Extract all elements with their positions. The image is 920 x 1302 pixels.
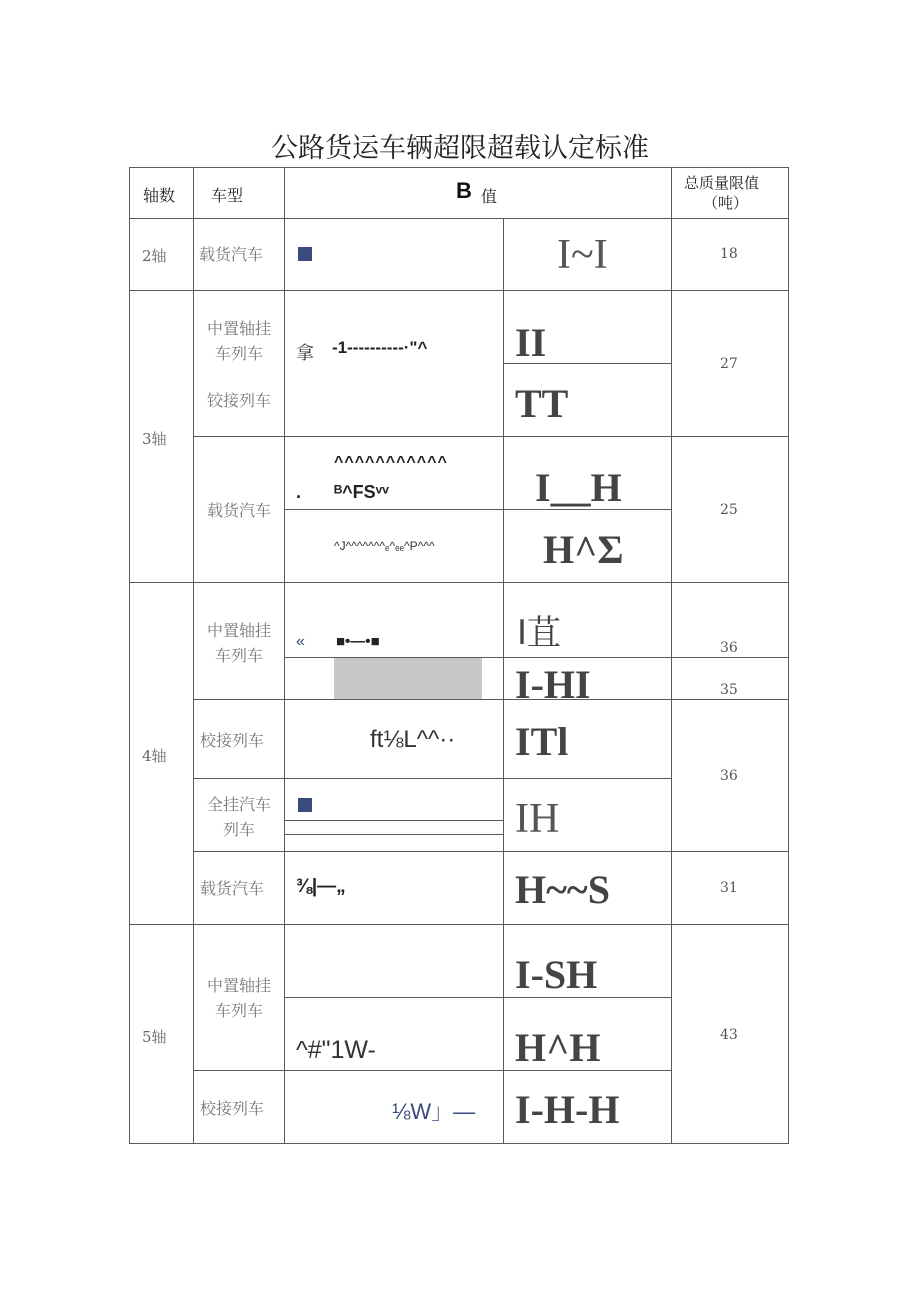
col-divider (671, 167, 672, 1144)
vehicle-diagram-text: ^#"1W- (296, 1036, 376, 1064)
vehicle-glyph: I-SH (515, 952, 598, 997)
vehicle-type: 校接列车 (199, 731, 264, 750)
row-divider (284, 834, 503, 835)
vehicle-glyph: H^Σ (543, 527, 624, 572)
vehicle-glyph: I-H-H (515, 1087, 620, 1132)
vehicle-glyph: I-HI (515, 662, 591, 707)
weight-limit: 35 (720, 682, 738, 698)
row-divider (284, 997, 671, 998)
vehicle-type (195, 618, 283, 668)
weight-limit: 31 (720, 880, 738, 896)
vehicle-type-line: 车列车 (214, 344, 263, 363)
weight-limit: 36 (720, 640, 738, 656)
table-border-bottom (129, 1143, 789, 1144)
row-divider (193, 436, 789, 437)
vehicle-type-line: 车列车 (214, 646, 263, 665)
vehicle-glyph: H~~S (515, 867, 610, 912)
vehicle-glyph: ITl (515, 719, 569, 764)
vehicle-diagram-text: ^J^^^^^^^ₑ^ₑₑ^P^^^ (334, 539, 435, 553)
vehicle-type: 载货汽车 (206, 501, 271, 520)
vehicle-type (195, 792, 283, 842)
vehicle-type-line: 中置轴挂 (206, 621, 271, 640)
gray-block (334, 658, 482, 699)
weight-limit: 43 (720, 1027, 738, 1043)
row-divider (284, 820, 503, 821)
vehicle-type-line: 车列车 (214, 1001, 263, 1020)
vehicle-type-line: 中置轴挂 (206, 319, 271, 338)
vehicle-type-line: 列车 (222, 820, 255, 839)
vehicle-type-line: 全挂汽车 (206, 795, 271, 814)
vehicle-glyph: I__H (535, 465, 622, 510)
row-divider (129, 924, 789, 925)
header-axles: 轴数 (143, 186, 176, 205)
vehicle-type: 载货汽车 (199, 879, 264, 898)
weight-limit: 27 (720, 356, 738, 372)
vehicle-diagram-text: ft⅛L^^·· (370, 726, 456, 753)
axle-label: 4轴 (142, 747, 167, 765)
col-divider (193, 167, 194, 1144)
vehicle-glyph: TT (515, 381, 569, 426)
vehicle-diagram-text: ■•—•■ (336, 633, 380, 650)
vehicle-diagram-text: . (296, 482, 302, 502)
row-divider (129, 218, 789, 219)
table-border-right (788, 167, 789, 1144)
vehicle-type (195, 973, 283, 1023)
page-title: 公路货运车辆超限超载认定标准 (271, 133, 649, 164)
weight-limit: 18 (720, 246, 738, 262)
header-limit-line2: （吨） (703, 194, 749, 212)
row-divider (193, 778, 671, 779)
vehicle-glyph: II (515, 320, 547, 365)
table-border-left (129, 167, 130, 1144)
table-border-top (129, 167, 789, 168)
col-divider (503, 218, 504, 1144)
vehicle-glyph: I苴 (517, 613, 562, 653)
axle-label: 5轴 (142, 1028, 167, 1046)
header-diagram-value: 值 (481, 187, 498, 206)
header-diagram-b: B (456, 178, 472, 203)
vehicle-type: 铰接列车 (206, 391, 271, 410)
vehicle-diagram-text: ⅛W」— (392, 1099, 476, 1124)
vehicle-diagram-text: 拿 (296, 343, 314, 363)
vehicle-glyph: IH (515, 796, 560, 842)
vehicle-glyph: H^H (515, 1025, 601, 1070)
header-limit-line1: 总质量限值 (684, 174, 760, 192)
vehicle-type: 校接列车 (199, 1099, 264, 1118)
vehicle-diagram-text: ⅜|—„ (296, 876, 346, 897)
row-divider (129, 582, 789, 583)
weight-limit: 25 (720, 502, 738, 518)
row-divider (129, 290, 789, 291)
vehicle-diagram-text: ᴮ^FSᵛᵛ (334, 482, 389, 502)
vehicle-diagram-icon (298, 798, 312, 812)
axle-label: 3轴 (142, 430, 167, 448)
header-vehicle-type: 车型 (211, 186, 244, 205)
vehicle-diagram-text: -1----------·"^ (332, 338, 428, 357)
weight-limit: 36 (720, 768, 738, 784)
vehicle-type (195, 316, 283, 366)
vehicle-glyph: I~I (557, 232, 608, 278)
row-divider (193, 851, 789, 852)
vehicle-diagram-text: « (296, 633, 305, 650)
vehicle-type-line: 中置轴挂 (206, 976, 271, 995)
vehicle-diagram-icon (298, 247, 312, 261)
vehicle-type: 载货汽车 (198, 245, 263, 264)
vehicle-diagram-text: ^^^^^^^^^^^ (334, 454, 448, 471)
axle-label: 2轴 (142, 247, 167, 265)
row-divider (193, 699, 789, 700)
